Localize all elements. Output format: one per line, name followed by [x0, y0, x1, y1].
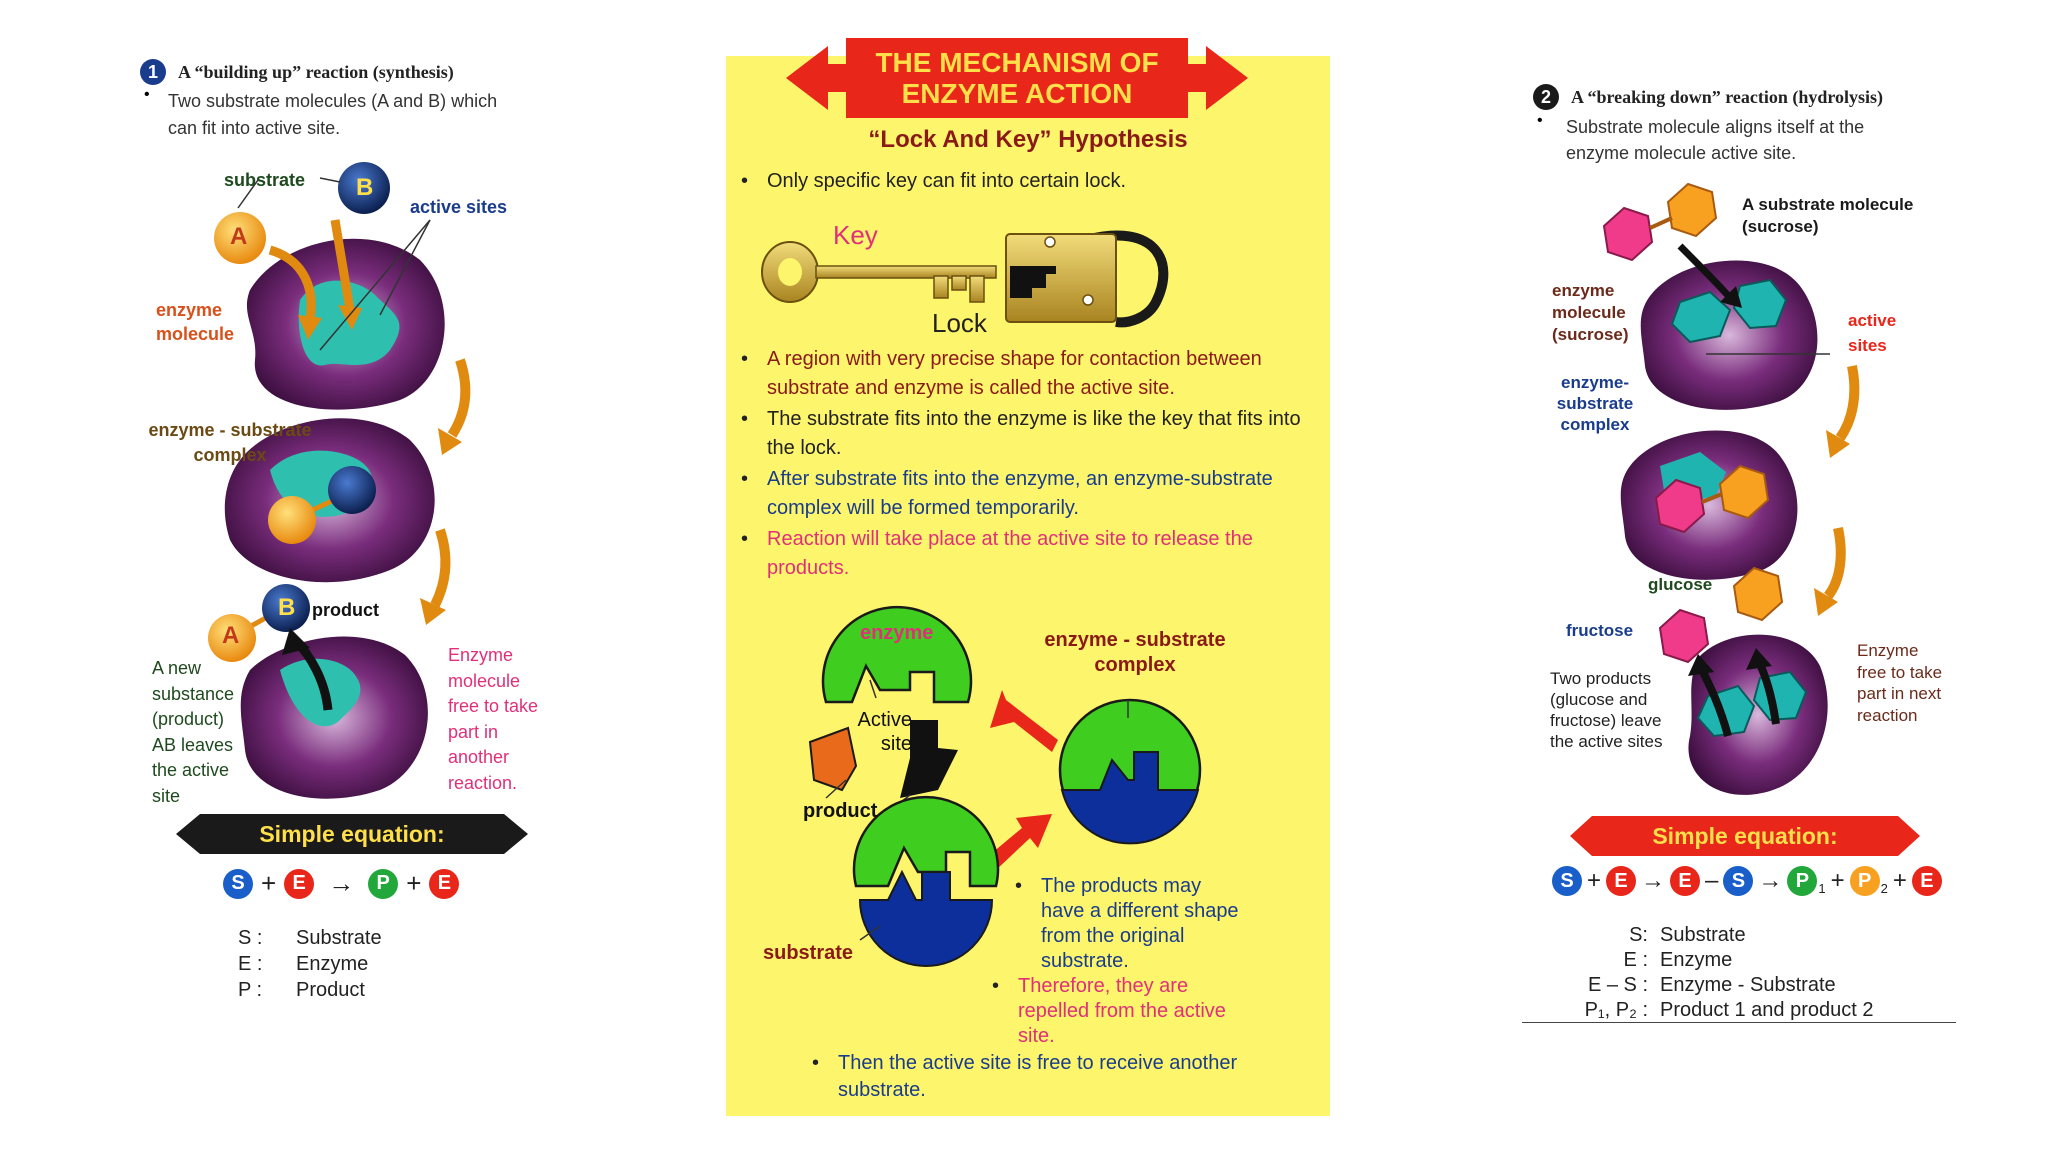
req-plus: +: [1587, 867, 1602, 894]
legend-right-es: [1560, 974, 1836, 997]
legend-sym: E :: [238, 953, 263, 975]
mol-b-label-1: B: [356, 174, 374, 201]
number-badge-2: 2: [1533, 84, 1559, 110]
eq-plus-2: +: [406, 868, 422, 898]
red-arrow-up: [990, 690, 1058, 752]
diagram-note-2: • Therefore, they are repelled from the active site.: [992, 975, 1226, 1047]
r-label-fructose: fructose: [1566, 621, 1634, 640]
diagram-note-3: • Then the active site is free to receive another substrate.: [812, 1052, 1238, 1101]
legend-sym: S :: [238, 927, 263, 949]
diagram-enzyme-label: enzyme: [860, 622, 934, 644]
legend-left-e: [238, 953, 368, 976]
legend-text: Product: [296, 979, 365, 1001]
req-p2: P: [1850, 866, 1880, 896]
legend-left-s: [238, 927, 382, 950]
legend-text: Enzyme: [296, 953, 369, 975]
title-line-2: ENZYME ACTION: [901, 78, 1133, 109]
label-complex: enzyme - substrate complex: [148, 420, 312, 465]
label-substrate: substrate: [224, 170, 306, 190]
req-sub2: 2: [1880, 880, 1888, 896]
legend-text: Enzyme - Substrate: [1660, 974, 1836, 996]
r-label-complex: enzyme-substrate complex: [1556, 373, 1634, 434]
legend-right-e: [1560, 949, 1732, 972]
legend-sym: E – S :: [1587, 974, 1648, 996]
diagram-product-label: product: [803, 800, 878, 822]
bullet-2-text: A region with very precise shape for contaction between substrate and enzyme is called the active site.: [767, 348, 1262, 399]
label-new-substance: A new substance (product) AB leaves the active site: [152, 658, 235, 806]
bullet-3-text: The substrate fits into the enzyme is like the key that fits into the lock.: [767, 408, 1301, 459]
arrow-down-2: [435, 530, 445, 605]
req-plus2: +: [1830, 867, 1845, 894]
req-e: E: [1606, 866, 1636, 896]
eq-arrow: →: [328, 868, 355, 898]
legend-text: Enzyme: [1660, 949, 1733, 971]
enzyme-shape-r1: [1641, 261, 1818, 410]
left-bullet: Two substrate molecules (A and B) which can fit into active site.: [168, 91, 498, 138]
complex-a-circle: [268, 496, 316, 544]
eq-e-2: E: [429, 869, 459, 899]
bullet-5-text: Reaction will take place at the active site to release the products.: [767, 528, 1253, 579]
right-bullet-dot: •: [1537, 112, 1543, 129]
diagram-note-1: • The products may have a different shape from the original substrate.: [1015, 875, 1239, 972]
complex-b-circle: [328, 466, 376, 514]
equation-title-right: Simple equation:: [1652, 822, 1838, 849]
note-3-text: Then the active site is free to receive another substrate.: [838, 1052, 1238, 1101]
req-s: S: [1552, 866, 1582, 896]
diagram-substrate-label: substrate: [763, 942, 854, 964]
mol-a-label-1: A: [230, 223, 248, 250]
mol-b-label-2: B: [278, 594, 296, 621]
r-label-glucose: glucose: [1648, 575, 1713, 594]
r-label-enzyme-free: Enzyme free to take part in next reaction: [1857, 641, 1943, 725]
sucrose-orange-hex: [1668, 184, 1716, 236]
product-orange-piece: [810, 728, 856, 790]
legend-text: Substrate: [1660, 924, 1746, 946]
req-s2: S: [1723, 866, 1753, 896]
r-label-active-sites: active sites: [1848, 311, 1897, 355]
arrow-r1: [1840, 366, 1854, 438]
center-bullet-5: • Reaction will take place at the active site to release the products.: [741, 528, 1253, 579]
legend-sym: S:: [1629, 924, 1648, 946]
bullet-4-text: After substrate fits into the enzyme, an enzyme-substrate complex will be formed temporarily.: [767, 468, 1273, 519]
req-plus3: +: [1892, 867, 1907, 894]
legend-sym: P :: [238, 979, 263, 1001]
lock-label: Lock: [932, 308, 987, 338]
eq-plus-1: +: [261, 868, 277, 898]
bullet-1-text: Only specific key can fit into certain lock.: [767, 170, 1127, 192]
label-active-sites: active sites: [410, 197, 508, 217]
eq-e-1: E: [284, 869, 314, 899]
legend-sym: E :: [1623, 949, 1648, 971]
diagram-complex-label: enzyme - substrate complex: [1044, 629, 1226, 676]
center-bullet-1: • Only specific key can fit into certain lock.: [741, 170, 1127, 192]
r-label-substrate: A substrate molecule (sucrose): [1742, 195, 1914, 236]
center-bullet-2: • A region with very precise shape for contaction between substrate and enzyme is called the active site.: [741, 348, 1262, 399]
center-bullet-4: • After substrate fits into the enzyme, an enzyme-substrate complex will be formed temporarily.: [741, 468, 1273, 519]
right-bullet: Substrate molecule aligns itself at the enzyme molecule active site.: [1566, 117, 1865, 163]
req-e3: E: [1912, 866, 1942, 896]
key-label: Key: [833, 220, 878, 250]
arrow-r2: [1828, 528, 1841, 596]
legend-text: Substrate: [296, 927, 382, 949]
note-1-text: The products may have a different shape from the original substrate.: [1041, 875, 1239, 972]
number-badge-1: 1: [140, 59, 166, 85]
left-bullet-dot: •: [144, 86, 150, 103]
title-line-1: THE MECHANISM OF: [875, 47, 1159, 78]
label-enzyme-molecule: enzyme molecule: [156, 300, 235, 344]
req-arrow: →: [1641, 867, 1666, 894]
r-label-two-products: Two products (glucose and fructose) leave the active sites: [1550, 669, 1663, 751]
subtitle: “Lock And Key” Hypothesis: [868, 126, 1188, 153]
legend-left-p: [238, 979, 365, 1002]
sucrose-pink-hex: [1604, 208, 1652, 260]
r-label-enzyme: enzyme molecule (sucrose): [1552, 281, 1629, 344]
req-e2: E: [1670, 866, 1700, 896]
mol-a-label-2: A: [222, 622, 240, 649]
eq-s: S: [223, 869, 253, 899]
legend-sym: P₁, P₂ :: [1584, 999, 1648, 1021]
legend-right-p: [1560, 999, 1873, 1022]
req-dash: –: [1705, 867, 1719, 894]
enzyme-shape-r2: [1621, 431, 1798, 580]
note-2-text: Therefore, they are repelled from the active site.: [1018, 975, 1226, 1047]
center-bullet-3: • The substrate fits into the enzyme is like the key that fits into the lock.: [741, 408, 1301, 459]
legend-underline: [1522, 1022, 1956, 1023]
equation-title-left: Simple equation:: [259, 820, 445, 847]
equation-left: [223, 868, 459, 899]
eq-p: P: [368, 869, 398, 899]
req-sub1: 1: [1818, 880, 1826, 896]
label-product: product: [312, 600, 379, 620]
legend-right-s: [1560, 924, 1746, 947]
arrow-down-1: [452, 360, 465, 435]
req-arrow2: →: [1758, 867, 1783, 894]
fructose-hex: [1660, 610, 1708, 662]
left-heading: A “building up” reaction (synthesis): [178, 62, 454, 82]
right-heading: A “breaking down” reaction (hydrolysis): [1571, 87, 1884, 107]
diagram-active-site-label: Active site: [857, 709, 912, 755]
equation-right: [1552, 866, 1942, 896]
req-p1: P: [1787, 866, 1817, 896]
legend-text: Product 1 and product 2: [1660, 999, 1874, 1021]
label-enzyme-free: Enzyme molecule free to take part in another reaction.: [448, 645, 539, 793]
